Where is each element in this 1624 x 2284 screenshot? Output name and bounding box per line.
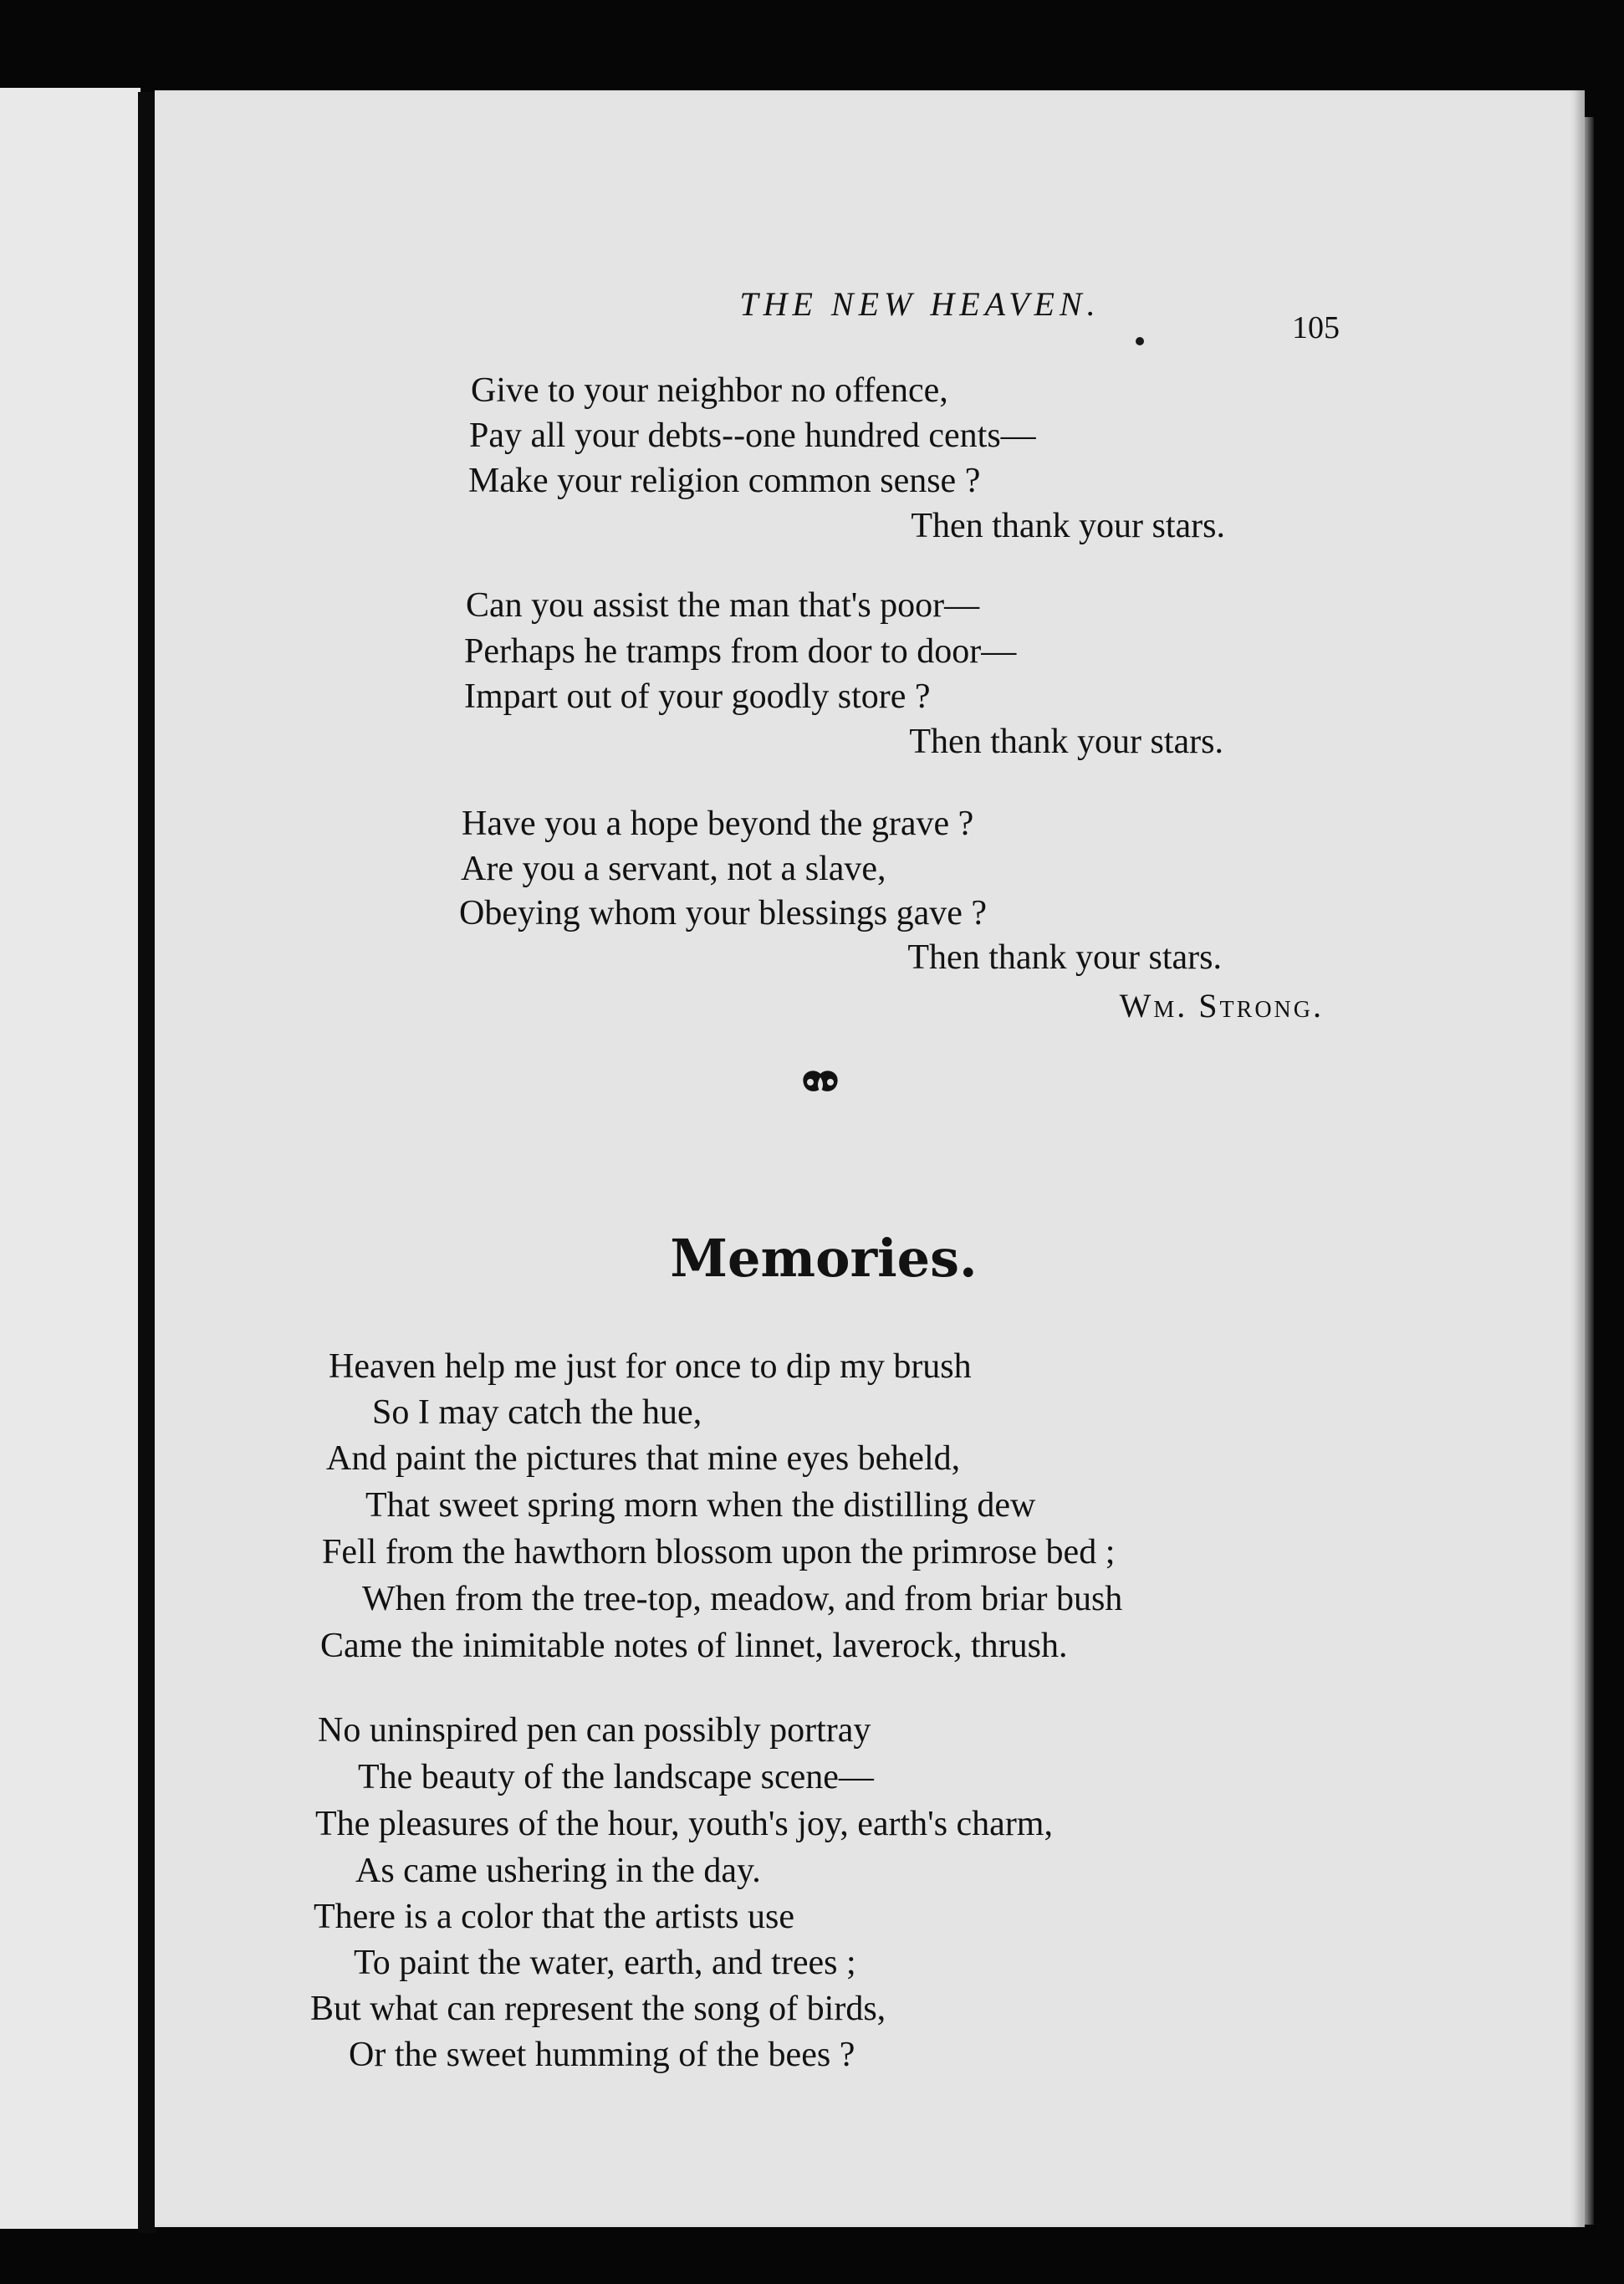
- poem-line: Pay all your debts--one hundred cents—: [469, 416, 1036, 455]
- poem-line: When from the tree-top, meadow, and from briar bush: [362, 1580, 1123, 1618]
- poem-line: To paint the water, earth, and trees ;: [354, 1944, 856, 1982]
- poem-line: The beauty of the landscape scene—: [358, 1758, 874, 1796]
- poem-line: That sweet spring morn when the distilling dew: [365, 1486, 1036, 1525]
- poem-line: Came the inimitable notes of linnet, laverock, thrush.: [320, 1627, 1068, 1665]
- poem-refrain: Then thank your stars.: [911, 507, 1225, 545]
- poem-line: Make your religion common sense ?: [468, 462, 981, 500]
- poem-line: There is a color that the artists use: [314, 1898, 794, 1936]
- print-speck: [1136, 337, 1144, 345]
- poem-line: Have you a hope beyond the grave ?: [462, 805, 974, 843]
- poem-line: Perhaps he tramps from door to door—: [464, 632, 1017, 671]
- running-head: THE NEW HEAVEN.: [739, 285, 1101, 323]
- poem-line: No uninspired pen can possibly portray: [318, 1711, 871, 1750]
- facing-page-edge: [0, 88, 140, 2229]
- book-gutter: [138, 92, 156, 2233]
- poem-line: Give to your neighbor no offence,: [471, 371, 948, 410]
- poem-refrain: Then thank your stars.: [909, 723, 1223, 761]
- poem-line: Are you a servant, not a slave,: [461, 850, 886, 888]
- page-number: 105: [1292, 310, 1340, 345]
- fleuron-icon: [797, 1069, 844, 1099]
- book-page: [155, 90, 1585, 2227]
- poem-line: Obeying whom your blessings gave ?: [459, 894, 988, 933]
- poem-line: Heaven help me just for once to dip my brush: [329, 1347, 972, 1386]
- poem-line: Fell from the hawthorn blossom upon the primrose bed ;: [322, 1533, 1116, 1571]
- poem-line: Impart out of your goodly store ?: [464, 677, 931, 716]
- author-signature: Wm. Strong.: [1119, 987, 1324, 1024]
- poem-line: But what can represent the song of birds,: [310, 1990, 886, 2028]
- poem-title: Memories.: [670, 1228, 978, 1289]
- poem-line: Or the sweet humming of the bees ?: [349, 2036, 855, 2074]
- poem-line: The pleasures of the hour, youth's joy, earth's charm,: [315, 1805, 1053, 1843]
- poem-line: So I may catch the hue,: [372, 1393, 702, 1432]
- poem-line: As came ushering in the day.: [355, 1852, 761, 1890]
- poem-line: Can you assist the man that's poor—: [466, 586, 980, 625]
- poem-line: And paint the pictures that mine eyes beheld,: [326, 1439, 961, 1478]
- poem-refrain: Then thank your stars.: [907, 938, 1222, 977]
